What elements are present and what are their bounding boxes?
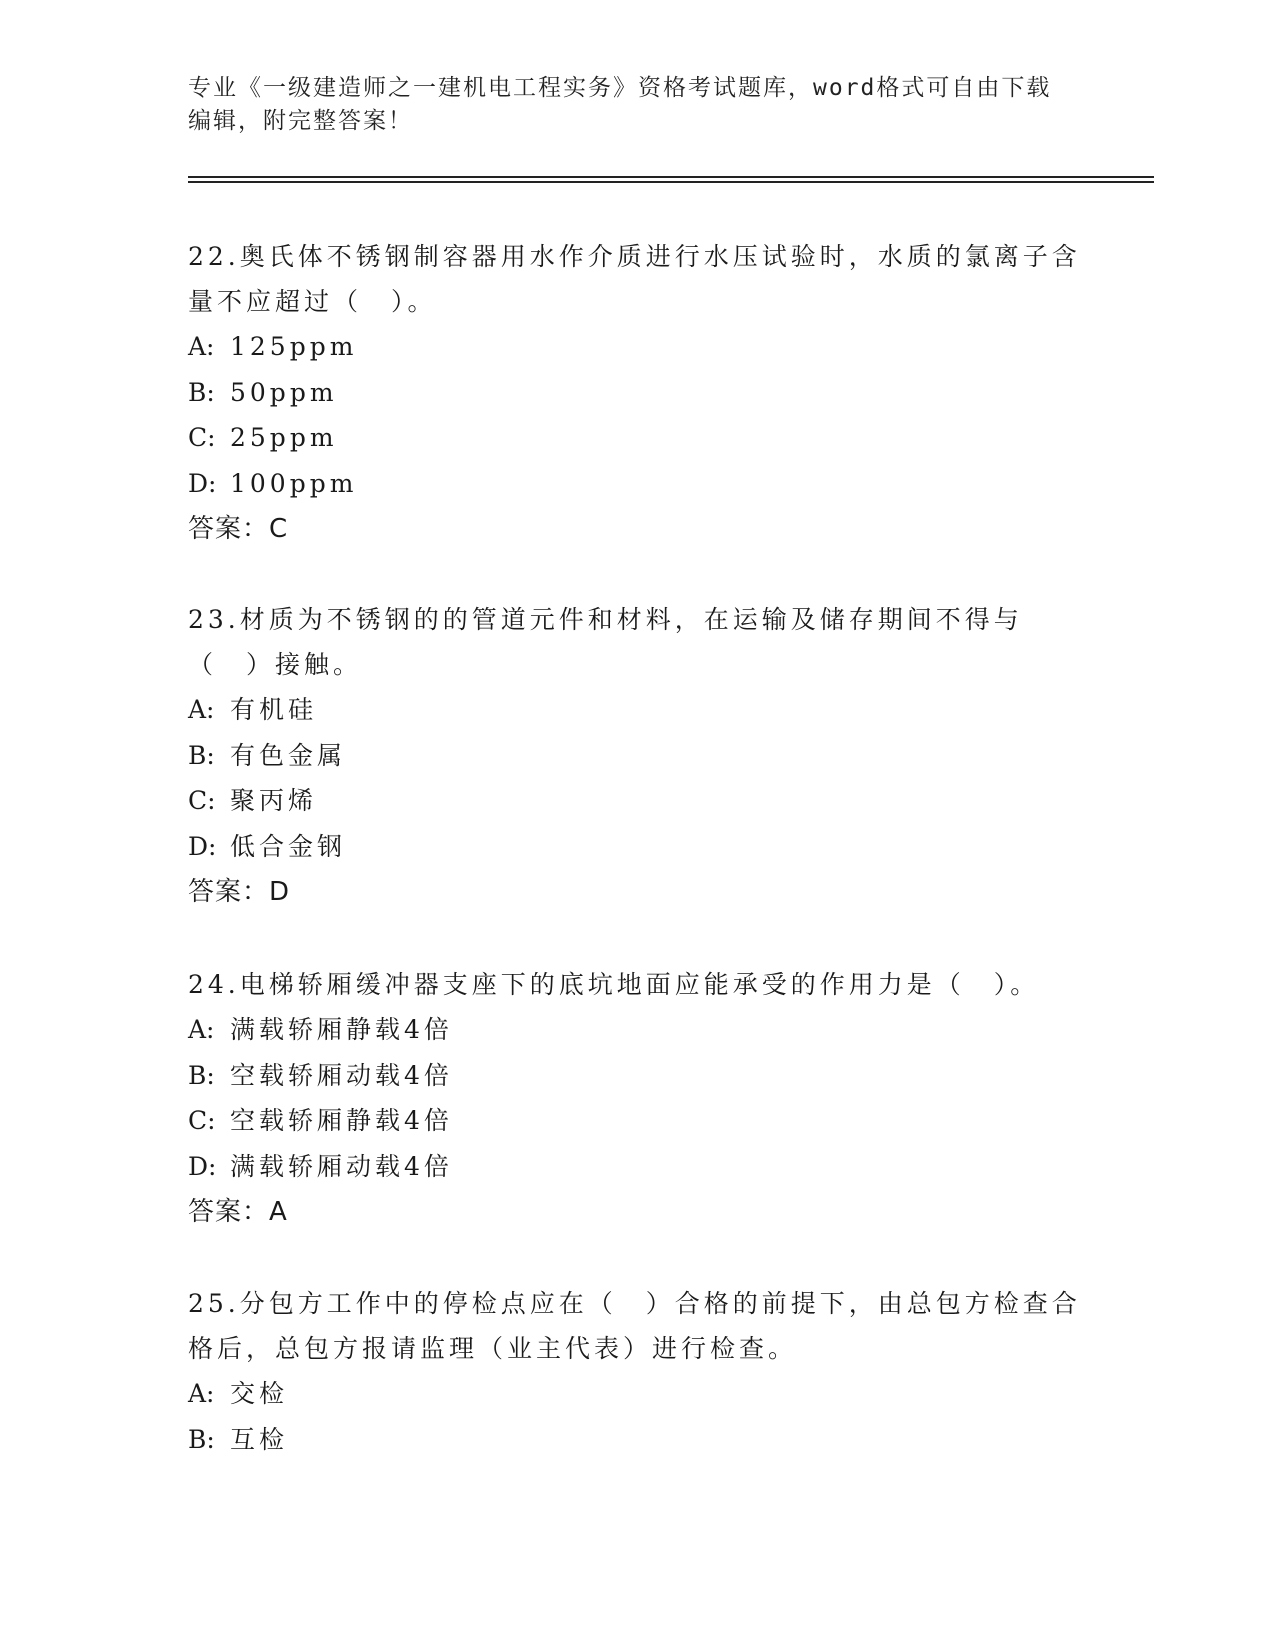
option-text: 有机硅 — [230, 695, 318, 724]
option-label: A: — [188, 1379, 215, 1408]
option-label: A: — [188, 332, 215, 361]
option-b — [188, 1417, 1088, 1463]
option-text: 低合金钢 — [230, 831, 347, 861]
option-d — [188, 1144, 1088, 1190]
question-25 — [188, 1281, 1088, 1462]
answer: 答案：A — [188, 1197, 288, 1227]
option-text: 互检 — [230, 1424, 289, 1454]
option-d — [188, 824, 1088, 870]
option-text: 满载轿厢动载4倍 — [230, 1151, 453, 1181]
question-stem: 22.奥氏体不锈钢制容器用水作介质进行水压试验时，水质的氯离子含量不应超过（ ）。 — [188, 242, 1081, 316]
document-header: 专业《一级建造师之一建机电工程实务》资格考试题库，word格式可自由下载编辑，附完整答案！ — [188, 75, 1052, 134]
option-text: 空载轿厢静载4倍 — [230, 1106, 453, 1135]
question-24 — [188, 962, 1088, 1235]
header-divider-top — [188, 176, 1154, 178]
option-a — [188, 324, 1088, 370]
option-a — [188, 687, 1088, 733]
option-text: 100ppm — [230, 468, 358, 498]
option-label: B: — [188, 377, 215, 407]
option-label: D: — [188, 831, 217, 861]
question-23 — [188, 597, 1088, 915]
option-label: D: — [188, 1151, 217, 1181]
option-text: 满载轿厢静载4倍 — [230, 1015, 453, 1044]
option-c — [188, 415, 1088, 461]
option-text: 有色金属 — [230, 740, 347, 770]
option-label: B: — [188, 1060, 215, 1090]
option-label: B: — [188, 740, 215, 770]
option-text: 交检 — [230, 1379, 289, 1408]
question-22 — [188, 234, 1088, 552]
option-text: 空载轿厢动载4倍 — [230, 1060, 453, 1090]
answer: 答案：C — [188, 514, 289, 544]
question-stem: 24.电梯轿厢缓冲器支座下的底坑地面应能承受的作用力是（ ）。 — [188, 970, 1040, 999]
option-label: D: — [188, 468, 217, 498]
option-a — [188, 1371, 1088, 1417]
question-stem: 23.材质为不锈钢的的管道元件和材料，在运输及储存期间不得与（ ）接触。 — [188, 605, 1023, 679]
option-c — [188, 778, 1088, 824]
option-a — [188, 1007, 1088, 1053]
option-label: C: — [188, 423, 216, 452]
option-b — [188, 733, 1088, 779]
option-label: C: — [188, 1106, 216, 1135]
option-text: 聚丙烯 — [230, 786, 318, 815]
option-label: A: — [188, 1015, 215, 1044]
option-c — [188, 1098, 1088, 1144]
option-label: C: — [188, 786, 216, 815]
option-text: 125ppm — [230, 332, 358, 361]
option-label: B: — [188, 1424, 215, 1454]
answer: 答案：D — [188, 877, 291, 907]
option-b — [188, 1053, 1088, 1099]
question-stem: 25.分包方工作中的停检点应在（ ）合格的前提下，由总包方检查合格后，总包方报请监理（业主代表）进行检查。 — [188, 1289, 1081, 1363]
option-text: 50ppm — [230, 377, 338, 407]
option-d — [188, 461, 1088, 507]
option-text: 25ppm — [230, 423, 338, 452]
option-b — [188, 370, 1088, 416]
header-divider-bottom — [188, 181, 1154, 183]
option-label: A: — [188, 695, 215, 724]
